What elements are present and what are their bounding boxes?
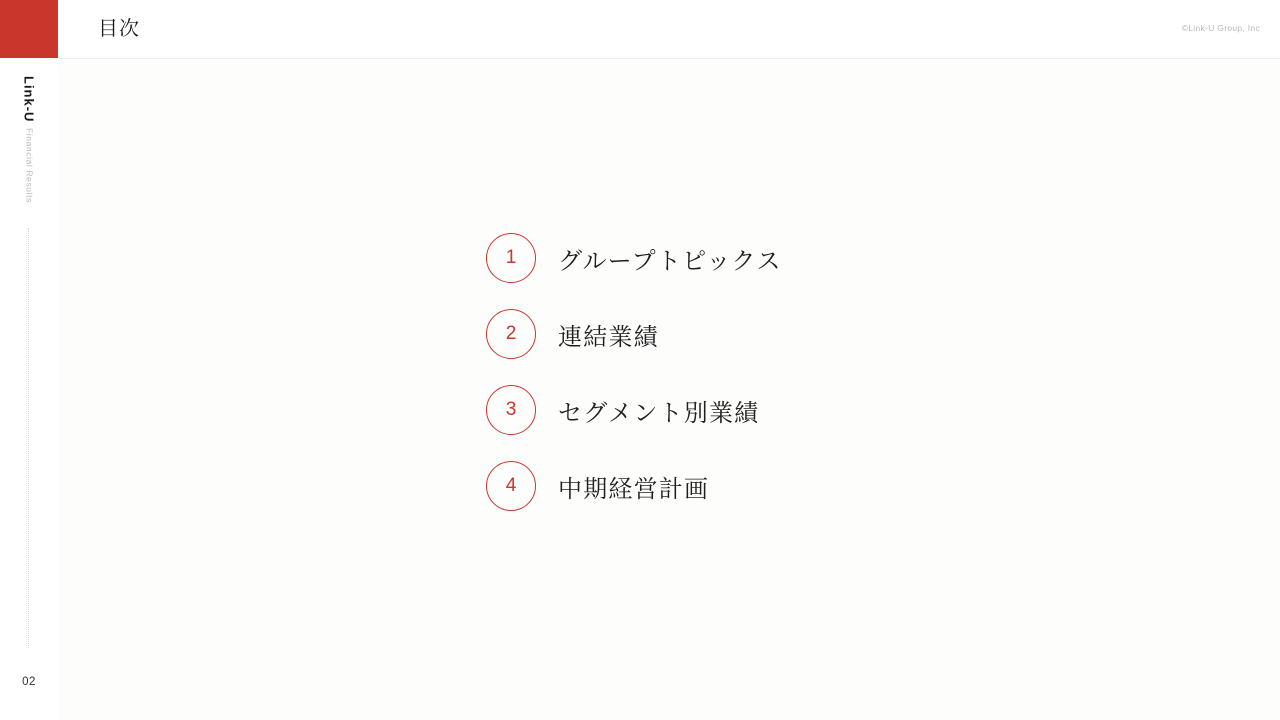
- toc-number-badge: 4: [486, 461, 536, 511]
- toc-number-badge: 1: [486, 233, 536, 283]
- brand-color-block: [0, 0, 58, 58]
- toc-number-badge: 2: [486, 309, 536, 359]
- list-item[interactable]: [486, 372, 1186, 448]
- page-number: 02: [22, 676, 36, 688]
- brand-logo-text: Link-U: [21, 76, 37, 123]
- page-title: 目次: [98, 18, 140, 40]
- list-item[interactable]: [486, 448, 1186, 524]
- list-item[interactable]: [486, 296, 1186, 372]
- toc-item-label: 中期経営計画: [558, 475, 710, 503]
- sidebar-rail: [0, 0, 58, 720]
- table-of-contents: [486, 220, 1186, 524]
- toc-item-label: セグメント別業績: [558, 399, 760, 427]
- list-item[interactable]: [486, 220, 1186, 296]
- toc-item-label: 連結業績: [558, 323, 659, 351]
- brand-subtitle: [0, 128, 58, 208]
- brand-subtitle-text: Financial Results: [24, 128, 35, 203]
- copyright-notice: ©Link-U Group, Inc: [1181, 23, 1260, 33]
- slide-header: [58, 0, 1280, 59]
- toc-number-badge: 3: [486, 385, 536, 435]
- rail-dotted-divider: [28, 228, 30, 648]
- brand-logo: [0, 76, 58, 127]
- toc-item-label: グループトピックス: [558, 247, 782, 275]
